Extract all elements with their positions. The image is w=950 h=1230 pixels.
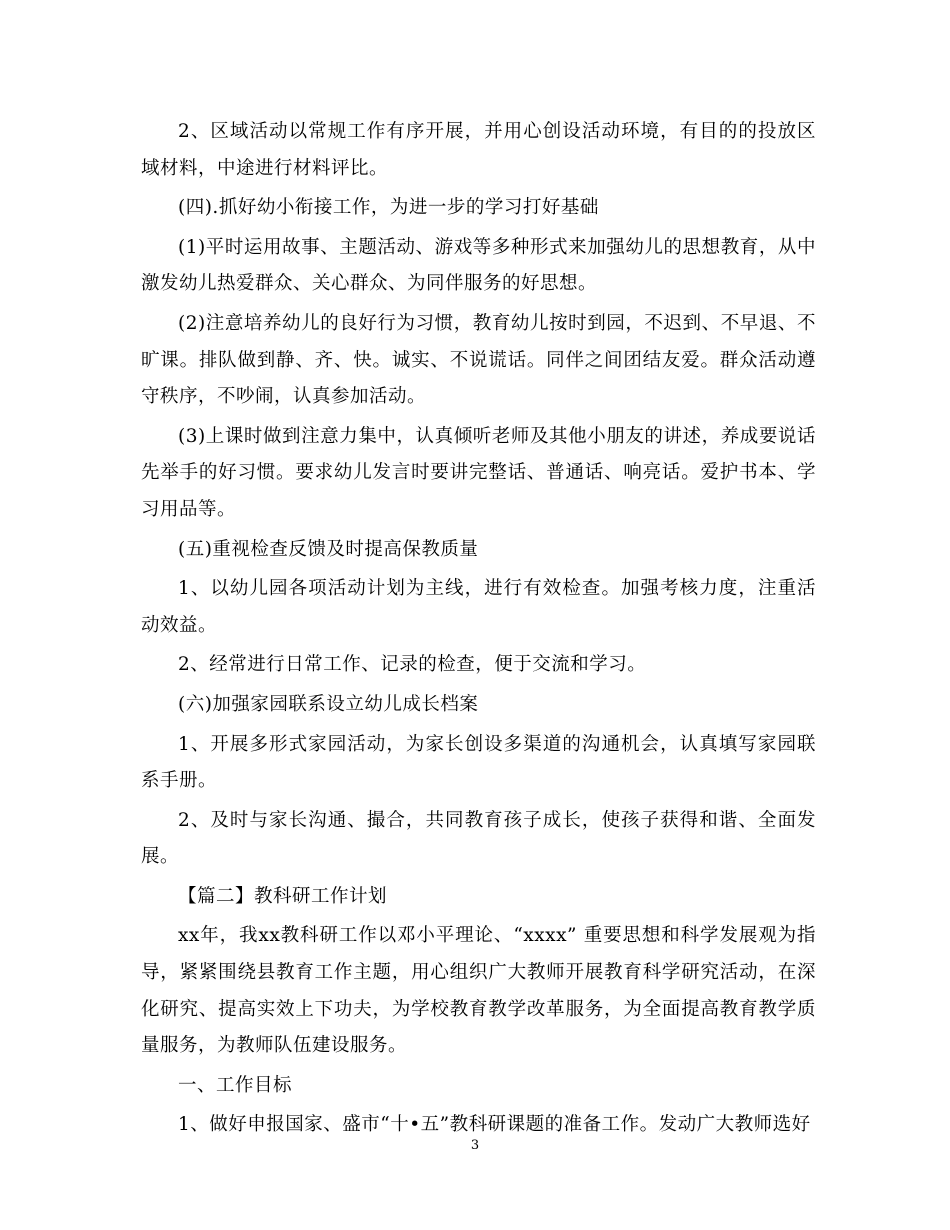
paragraph: 1、做好申报国家、盛市“十•五”教科研课题的准备工作。发动广大教师选好 bbox=[178, 1114, 811, 1136]
document-body bbox=[141, 114, 816, 1144]
paragraph: 2、及时与家长沟通、撮合，共同教育孩子成长，使孩子获得和谐、全面发展。 bbox=[141, 809, 816, 868]
section-heading: 一、工作目标 bbox=[178, 1074, 293, 1096]
paragraph: 1、以幼儿园各项活动计划为主线，进行有效检查。加强考核力度，注重活动效益。 bbox=[141, 578, 816, 636]
paragraph: 2、经常进行日常工作、记录的检查，便于交流和学习。 bbox=[178, 654, 647, 676]
section-heading: (六)加强家园联系设立幼儿成长档案 bbox=[178, 693, 479, 715]
paragraph: (1)平时运用故事、主题活动、游戏等多种形式来加强幼儿的思想教育，从中激发幼儿热爱群众、关心群众、为同伴服务的好思想。 bbox=[141, 236, 816, 295]
paragraph: 2、区域活动以常规工作有序开展，并用心创设活动环境，有目的的投放区域材料，中途进行材料评比。 bbox=[141, 121, 816, 179]
section-title: 【篇二】教科研工作计划 bbox=[178, 885, 388, 907]
section-heading: (五)重视检查反馈及时提高保教质量 bbox=[178, 538, 479, 560]
paragraph: 1、开展多形式家园活动，为家长创设多渠道的沟通机会，认真填写家园联系手册。 bbox=[141, 733, 816, 792]
paragraph: (3)上课时做到注意力集中，认真倾听老师及其他小朋友的讲述，养成要说话先举手的好习惯。要求幼儿发言时要讲完整话、普通话、响亮话。爱护书本、学习用品等。 bbox=[141, 425, 816, 520]
paragraph: (2)注意培养幼儿的良好行为习惯，教育幼儿按时到园，不迟到、不早退、不旷课。排队做到静、齐、快。诚实、不说谎话。同伴之间团结友爱。群众活动遵守秩序，不吵闹，认真参加活动。 bbox=[141, 312, 816, 408]
paragraph: xx年，我xx教科研工作以邓小平理论、“xxxx” 重要思想和科学发展观为指导，紧紧围绕县教育工作主题，用心组织广大教师开展教育科学研究活动，在深化研究、提高实效上下功夫，为学校教育教学改革服务，为全面提高教育教学质量服务，为教师队伍建设服务。 bbox=[141, 925, 816, 1057]
page-number: 3 bbox=[470, 1138, 480, 1153]
section-heading: (四).抓好幼小衔接工作，为进一步的学习打好基础 bbox=[178, 197, 599, 219]
